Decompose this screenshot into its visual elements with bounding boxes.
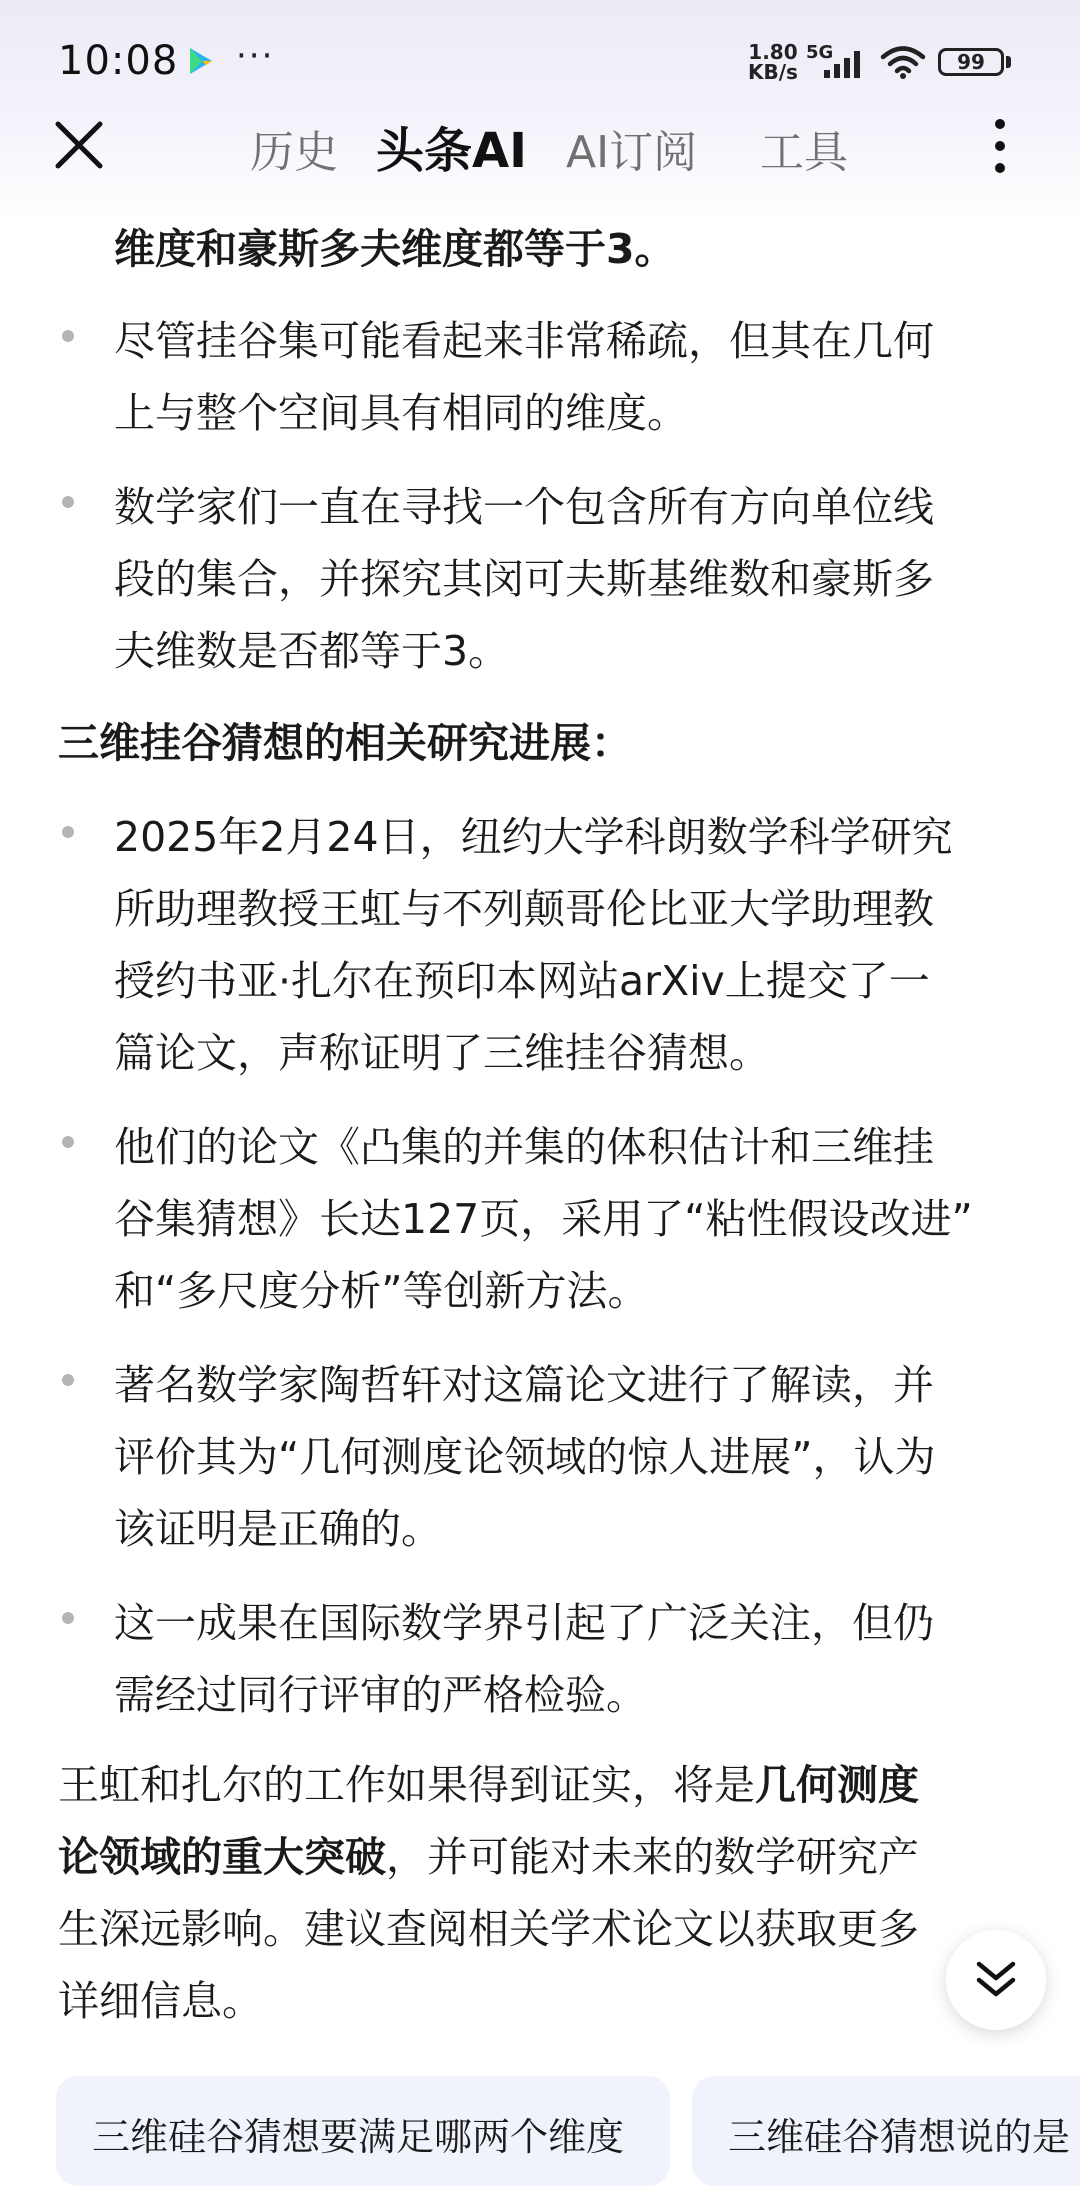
- network-speed-unit: KB/s: [748, 60, 798, 84]
- conclusion-line: [58, 1824, 919, 1883]
- conclusion-emphasis: 几何测度: [755, 1761, 919, 1809]
- bullet-line: 评价其为“几何测度论领域的惊人进展”，认为: [114, 1433, 936, 1481]
- more-notifications-icon: ···: [236, 36, 275, 76]
- bullet-line: 这一成果在国际数学界引起了广泛关注，但仍: [114, 1599, 934, 1647]
- suggestion-chip[interactable]: [692, 2076, 1080, 2186]
- tab-tools[interactable]: 工具: [760, 127, 848, 178]
- network-speed-value: 1.80: [748, 40, 798, 64]
- section-title: 三维挂谷猜想的相关研究进展：: [58, 719, 632, 767]
- network-speed: [748, 42, 798, 82]
- bullet-line: 2025年2月24日，纽约大学科朗数学科学研究: [114, 813, 953, 861]
- bullet-line: 段的集合，并探究其闵可夫斯基维数和豪斯多: [114, 555, 934, 603]
- suggestion-chip[interactable]: [56, 2076, 670, 2186]
- bullet-line: 谷集猜想》长达127页，采用了“粘性假设改进”: [114, 1195, 973, 1243]
- suggestion-label: 三维硅谷猜想说的是: [728, 2115, 1071, 2159]
- bullet-line: 该证明是正确的。: [114, 1505, 442, 1553]
- bullet-dot: [62, 330, 74, 342]
- tab-toutiao-ai[interactable]: 头条AI: [376, 123, 528, 179]
- status-time: 10:08: [58, 38, 179, 84]
- bullet-line: 数学家们一直在寻找一个包含所有方向单位线: [114, 483, 934, 531]
- conclusion-text: ，并可能对未来的数学研究产: [386, 1833, 919, 1881]
- bullet-line: 尽管挂谷集可能看起来非常稀疏，但其在几何: [114, 317, 934, 365]
- app-header: [0, 110, 1080, 210]
- battery-indicator: 99: [938, 48, 1004, 76]
- battery-tip: [1006, 56, 1011, 68]
- bullet-line: 夫维数是否都等于3。: [114, 627, 510, 675]
- conclusion-line: 生深远影响。建议查阅相关学术论文以获取更多: [58, 1905, 919, 1953]
- more-vertical-icon[interactable]: [992, 116, 1008, 176]
- bullet-line: 和“多尺度分析”等创新方法。: [114, 1267, 649, 1315]
- bullet-line: 所助理教授王虹与不列颠哥伦比亚大学助理教: [114, 885, 934, 933]
- bullet-dot: [62, 496, 74, 508]
- status-bar: [0, 0, 1080, 110]
- conclusion-line: 详细信息。: [58, 1977, 263, 2025]
- bullet-line: 著名数学家陶哲轩对这篇论文进行了解读，并: [114, 1361, 934, 1409]
- close-icon[interactable]: [52, 118, 106, 172]
- conclusion-emphasis: 论领域的重大突破: [58, 1833, 386, 1881]
- conclusion-text: 王虹和扎尔的工作如果得到证实，将是: [58, 1761, 755, 1809]
- bullet-dot: [62, 1136, 74, 1148]
- bullet-line: 上与整个空间具有相同的维度。: [114, 389, 688, 437]
- bullet-dot: [62, 826, 74, 838]
- bullet-dot: [62, 1612, 74, 1624]
- tab-history[interactable]: 历史: [250, 127, 338, 178]
- tab-ai-subscribe[interactable]: AI订阅: [566, 127, 698, 178]
- cell-signal-icon: [820, 46, 870, 80]
- partial-line: 维度和豪斯多夫维度都等于3。: [114, 225, 676, 273]
- bullet-line: 篇论文，声称证明了三维挂谷猜想。: [114, 1029, 770, 1077]
- play-store-icon: [186, 46, 216, 76]
- network-type: 5G: [806, 42, 834, 63]
- bullet-line: 需经过同行评审的严格检验。: [114, 1671, 647, 1719]
- conclusion-line: [58, 1752, 919, 1811]
- scroll-down-button[interactable]: [946, 1930, 1046, 2030]
- wifi-icon: [880, 46, 926, 80]
- bullet-line: 他们的论文《凸集的并集的体积估计和三维挂: [114, 1123, 934, 1171]
- suggestion-label: 三维硅谷猜想要满足哪两个维度: [92, 2115, 625, 2159]
- double-chevron-down-icon: [973, 1956, 1019, 2004]
- bullet-dot: [62, 1374, 74, 1386]
- bullet-line: 授约书亚·扎尔在预印本网站arXiv上提交了一: [114, 957, 930, 1005]
